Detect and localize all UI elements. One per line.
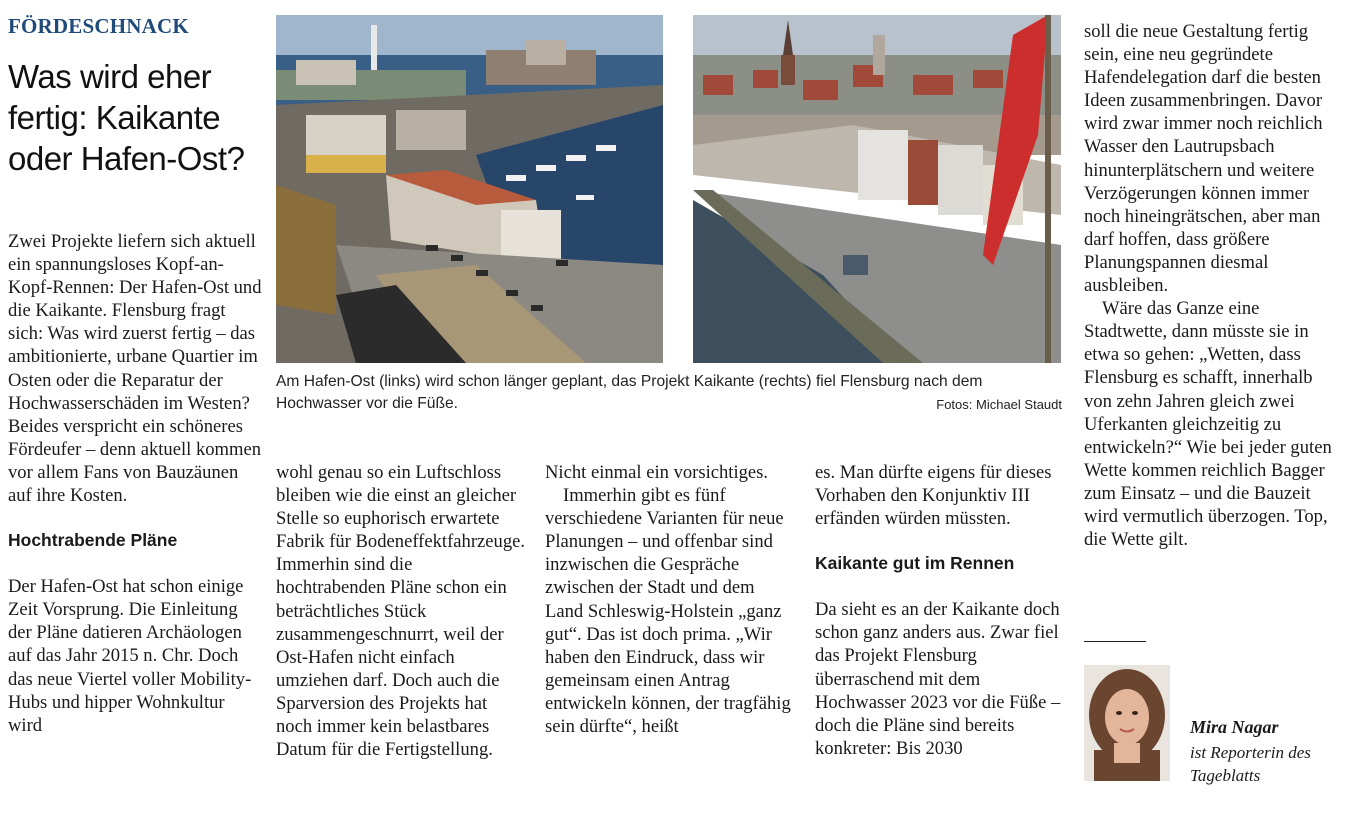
column-4 (815, 461, 1065, 760)
paragraph: Da sieht es an der Kaikante doch schon ganz anders aus. Zwar fiel das Projekt Flensburg überraschend mit dem Hochwasser 2023 vor die Füße – doch die Pläne sind bereits konkreter: Bis 2030 (815, 599, 1061, 759)
column-1 (8, 230, 262, 737)
paragraph: Zwei Projekte liefern sich aktuell ein spannungsloses Kopf-an-Kopf-Rennen: Der Hafen-Ost und die Kaikante. Flensburg fragt sich: Was wird zuerst fertig – das ambitionierte, urbane Quartier im Osten oder die Reparatur der Hochwasserschäden im Westen? Beides verspricht ein schöneres Fördeufer – denn aktuell kommen vor allem Fans von Bauzäunen auf ihre Kosten. (8, 231, 262, 507)
paragraph: Der Hafen-Ost hat schon einige Zeit Vorsprung. Die Einleitung der Pläne datieren Archäologen auf das Jahr 2015 n. Chr. Doch das neue Viertel voller Mobility-Hubs und hipper Wohnkultur wird (8, 576, 252, 736)
subheading: Hochtrabende Pläne (8, 530, 178, 551)
paragraph: Wäre das Ganze eine Stadtwette, dann müsste sie in etwa so gehen: „Wetten, dass Flensburg es schafft, innerhalb von zehn Jahren gleich zwei Uferkanten gleichzeitig zu entwickeln?“ Wie bei jeder guten Wette kommen reichlich Bagger zum Einsatz – und die Bauzeit wird vermutlich überzogen. Top, die Wette gilt. (1084, 298, 1332, 551)
paragraph: Immerhin gibt es fünf verschiedene Varianten für neue Planungen – und offenbar sind inzwischen die Gespräche zwischen der Stadt und dem Land Schleswig-Holstein „ganz gut“. Das ist doch prima. „Wir haben den Eindruck, dass wir gemeinsam einen Antrag entwickeln können, der tragfähig sein dürfte“, heißt (545, 485, 791, 738)
column-3 (545, 461, 797, 738)
divider (1084, 641, 1146, 642)
headline: Was wird eher fertig: Kaikante oder Hafen-Ost? (8, 58, 245, 177)
photo-hafen-ost (276, 15, 663, 363)
column-5 (1084, 20, 1338, 551)
paragraph: soll die neue Gestaltung fertig sein, eine neu gegründete Hafendelegation darf die besten Ideen zusammenbringen. Davor wird zwar immer noch reichlich Wasser den Lautrupsbach hinunterplätschern und weitere Verzögerungen können immer noch hineingrätschen, aber man darf hoffen, dass größere Planungspannen diesmal ausbleiben. (1084, 21, 1323, 297)
subheading: Kaikante gut im Rennen (815, 553, 1015, 574)
author-role: ist Reporterin des Tageblatts (1190, 743, 1311, 785)
author-name: Mira Nagar (1190, 717, 1279, 737)
photo-credit: Fotos: Michael Staudt (936, 397, 1062, 412)
photo-caption: Am Hafen-Ost (links) wird schon länger geplant, das Projekt Kaikante (rechts) fiel Flensburg nach dem Hochwasser vor die Füße. (276, 373, 983, 412)
kicker: FÖRDESCHNACK (8, 14, 189, 38)
paragraph: wohl genau so ein Luftschloss bleiben wie die einst an gleicher Stelle so euphorisch erwartete Fabrik für Bodeneffektfahrzeuge. Immerhin sind die hochtrabenden Pläne schon ein beträchtliches Stück zusammengeschnurrt, weil der Ost-Hafen nicht einfach umziehen darf. Doch auch die Sparversion des Projekts hat noch immer kein belastbares Datum für die Fertigstellung. (276, 462, 526, 761)
paragraph: es. Man dürfte eigens für dieses Vorhaben den Konjunktiv III erfänden würden müssten. (815, 462, 1052, 530)
paragraph: Nicht einmal ein vorsichtiges. (545, 462, 769, 483)
column-2 (276, 461, 526, 761)
photo-kaikante (693, 15, 1061, 363)
author-photo (1084, 665, 1170, 781)
